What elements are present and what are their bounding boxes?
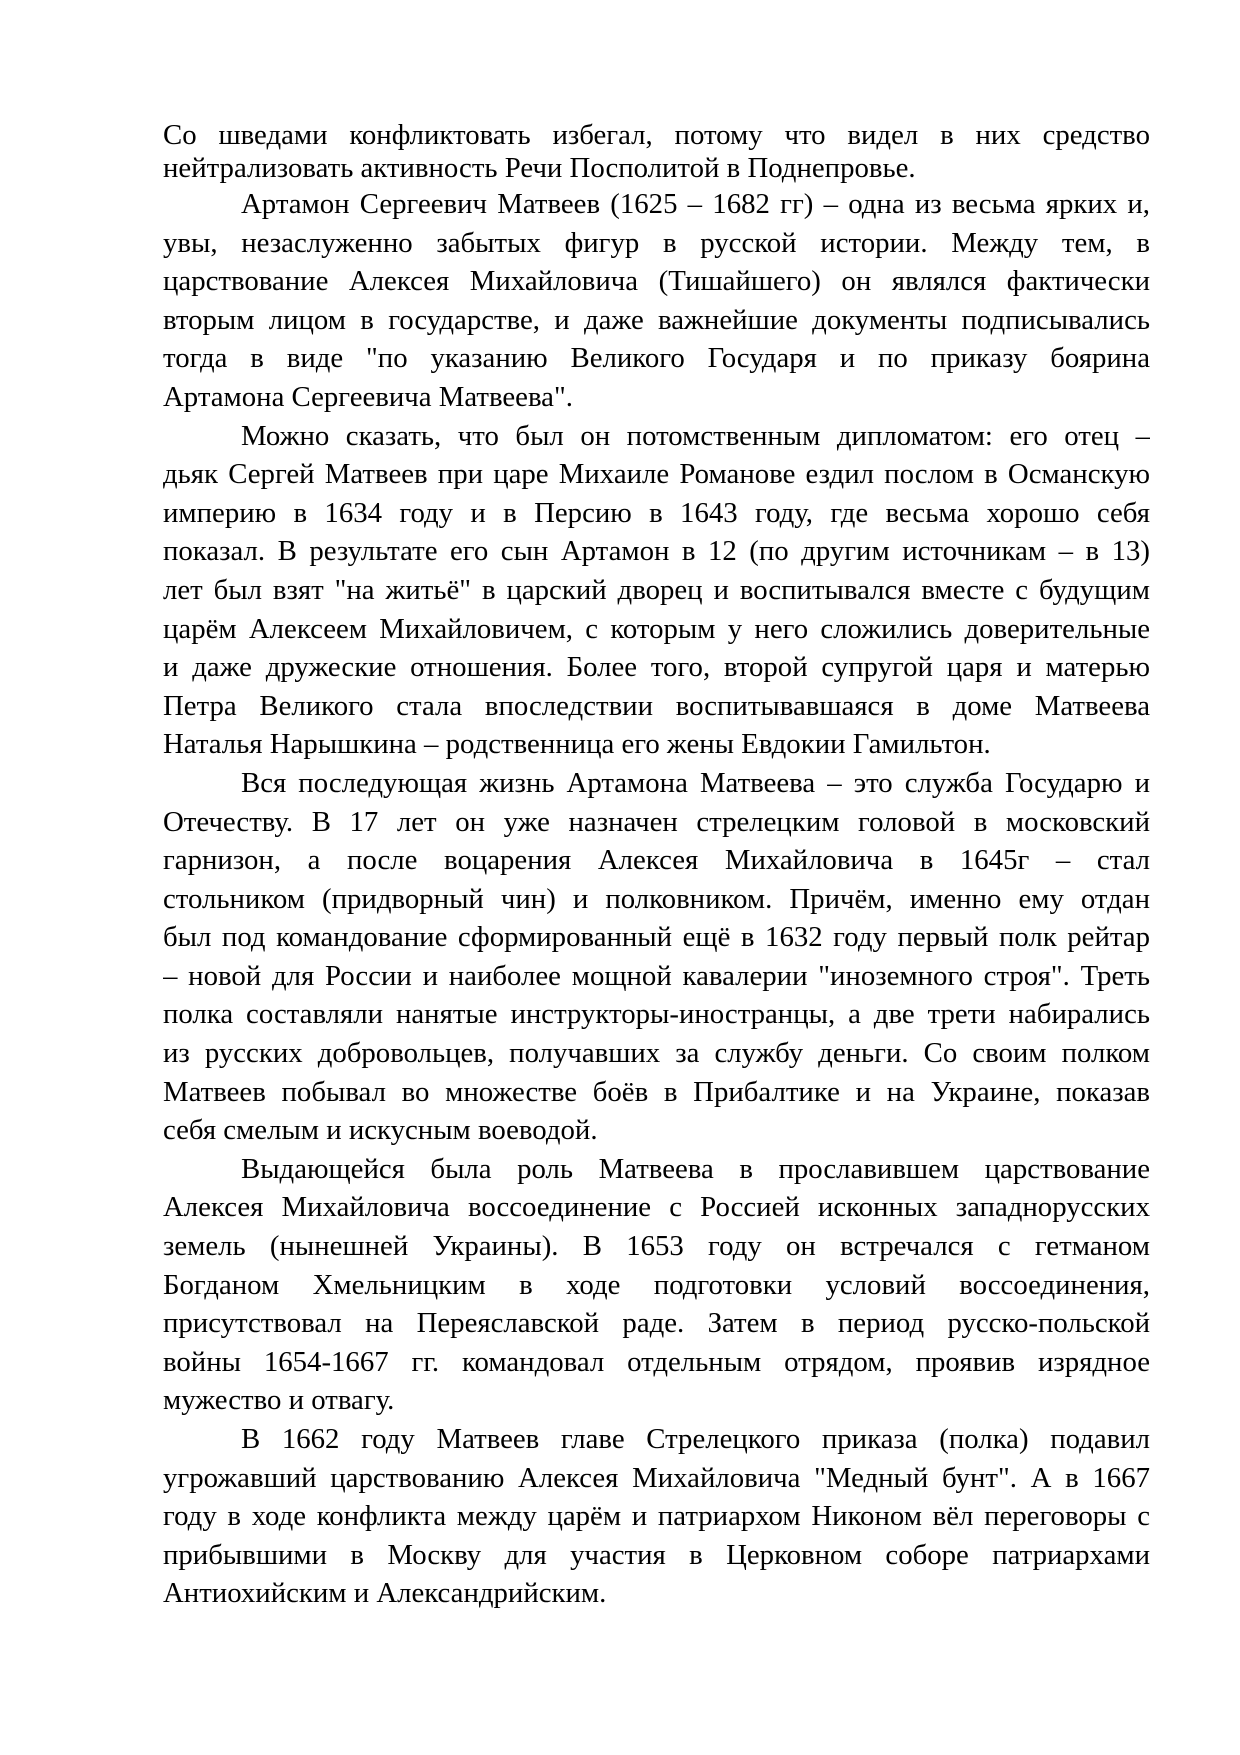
- text-line: и даже дружеские отношения. Более того, второй супругой царя и матерью: [163, 651, 1150, 684]
- text-line: Богданом Хмельницким в ходе подготовки условий воссоединения,: [163, 1268, 1150, 1301]
- text-line: прибывшими в Москву для участия в Церковном соборе патриархами: [163, 1538, 1150, 1571]
- text-line: Вся последующая жизнь Артамона Матвеева – это служба Государю и: [241, 766, 1150, 799]
- text-line: Антиохийским и Александрийским.: [163, 1577, 607, 1610]
- text-line: Наталья Нарышкина – родственница его жены Евдокии Гамильтон.: [163, 728, 991, 761]
- paragraph-2: [163, 185, 1150, 417]
- text-line: В 1662 году Матвеев главе Стрелецкого приказа (полка) подавил: [241, 1423, 1150, 1455]
- text-line: тогда в виде "по указанию Великого Государя и по приказу боярина: [163, 342, 1150, 375]
- paragraph-4: [163, 764, 1150, 1150]
- text-line: – новой для России и наиболее мощной кавалерии "иноземного строя". Треть: [163, 959, 1150, 992]
- paragraph-1: [163, 119, 1150, 185]
- text-line: Артамон Сергеевич Матвеев (1625 – 1682 гг) – одна из весьма ярких и,: [241, 188, 1150, 220]
- text-line: стольником (придворный чин) и полковником. Причём, именно ему отдан: [163, 882, 1150, 915]
- text-line: лет был взят "на житьё" в царский дворец и воспитывался вместе с будущим: [163, 573, 1150, 606]
- text-line: полка составляли нанятые инструкторы-иностранцы, а две трети набирались: [163, 998, 1150, 1031]
- paragraph-5: [163, 1150, 1150, 1420]
- paragraph-3: [163, 417, 1150, 764]
- text-line: себя смелым и искусным воеводой.: [163, 1114, 598, 1147]
- text-line: Артамона Сергеевича Матвеева".: [163, 380, 573, 413]
- text-line: Отечеству. В 17 лет он уже назначен стрелецким головой в московский: [163, 805, 1150, 838]
- document-text: [163, 119, 1150, 1613]
- text-line: Выдающейся была роль Матвеева в прославившем царствование: [241, 1152, 1150, 1185]
- text-line: увы, незаслуженно забытых фигур в русской истории. Между тем, в: [163, 226, 1150, 259]
- text-line: империю в 1634 году и в Персию в 1643 году, где весьма хорошо себя: [163, 496, 1150, 529]
- text-line: мужество и отвагу.: [163, 1384, 395, 1417]
- text-line: Можно сказать, что был он потомственным дипломатом: его отец –: [241, 419, 1150, 452]
- text-line: Со шведами конфликтовать избегал, потому что видел в них средство: [163, 119, 1150, 151]
- text-line: нейтрализовать активность Речи Посполитой в Поднепровье.: [163, 152, 916, 184]
- text-line: вторым лицом в государстве, и даже важнейшие документы подписывались: [163, 303, 1150, 336]
- text-line: земель (нынешней Украины). В 1653 году он встречался с гетманом: [163, 1230, 1150, 1263]
- text-line: войны 1654-1667 гг. командовал отдельным отрядом, проявив изрядное: [163, 1345, 1150, 1378]
- text-line: был под командование сформированный ещё в 1632 году первый полк рейтар: [163, 921, 1150, 954]
- text-line: присутствовал на Переяславской раде. Затем в период русско-польской: [163, 1307, 1150, 1340]
- paragraph-6: [163, 1420, 1150, 1613]
- text-line: из русских добровольцев, получавших за службу деньги. Со своим полком: [163, 1037, 1150, 1070]
- text-line: гарнизон, а после воцарения Алексея Михайловича в 1645г – стал: [163, 844, 1150, 877]
- text-line: дьяк Сергей Матвеев при царе Михаиле Романове ездил послом в Османскую: [163, 458, 1150, 491]
- text-line: царём Алексеем Михайловичем, с которым у него сложились доверительные: [163, 612, 1150, 645]
- text-line: году в ходе конфликта между царём и патриархом Никоном вёл переговоры с: [163, 1500, 1150, 1533]
- text-line: показал. В результате его сын Артамон в 12 (по другим источникам – в 13): [163, 535, 1150, 568]
- text-line: царствование Алексея Михайловича (Тишайшего) он являлся фактически: [163, 265, 1150, 298]
- text-line: угрожавший царствованию Алексея Михайловича "Медный бунт". А в 1667: [163, 1461, 1150, 1494]
- text-line: Алексея Михайловича воссоединение с Россией исконных западнорусских: [163, 1191, 1150, 1224]
- text-line: Матвеев побывал во множестве боёв в Прибалтике и на Украине, показав: [163, 1075, 1150, 1108]
- text-line: Петра Великого стала впоследствии воспитывавшаяся в доме Матвеева: [163, 689, 1150, 722]
